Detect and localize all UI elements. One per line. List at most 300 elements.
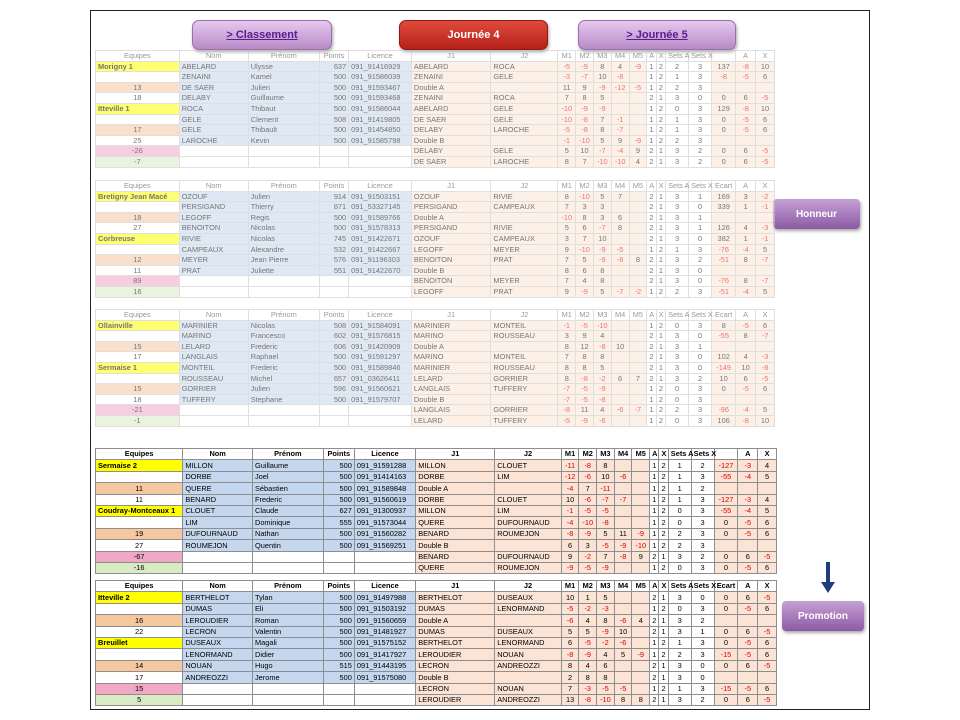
cell-points[interactable]: 532 [319, 244, 348, 255]
cell-a[interactable]: 1 [650, 505, 659, 516]
cell-points[interactable] [323, 562, 354, 573]
cell-j1[interactable]: ABELARD [411, 61, 491, 72]
cell-team[interactable] [96, 72, 180, 83]
cell-j2[interactable]: PRAT [491, 255, 558, 266]
cell-ecart[interactable] [712, 265, 736, 276]
cell-licence[interactable]: 091_91586044 [349, 103, 412, 114]
cell-m3[interactable]: 8 [597, 460, 615, 471]
cell-points[interactable]: 602 [319, 331, 348, 342]
cell-team[interactable]: 15 [96, 683, 183, 694]
cell-j1[interactable]: MARINO [411, 352, 491, 363]
cell-total-x[interactable] [758, 483, 777, 494]
cell-licence[interactable]: 091_91585798 [349, 135, 412, 146]
cell-j1[interactable]: LELARD [411, 373, 491, 384]
cell-j2[interactable] [495, 540, 562, 551]
cell-x[interactable]: 2 [656, 135, 665, 146]
cell-ecart[interactable]: -127 [714, 494, 738, 505]
cell-j2[interactable] [491, 394, 558, 405]
cell-ecart[interactable]: 0 [714, 694, 738, 705]
cell-m2[interactable]: -2 [579, 551, 597, 562]
cell-prenom[interactable]: Julien [248, 191, 319, 202]
cell-x[interactable]: 2 [659, 683, 668, 694]
cell-total-a[interactable]: -5 [738, 517, 758, 528]
cell-m1[interactable]: 10 [561, 592, 579, 603]
cell-sets-a[interactable]: 2 [668, 540, 691, 551]
cell-total-a[interactable] [736, 341, 756, 352]
cell-j1[interactable]: LEGOFF [411, 244, 491, 255]
cell-ecart[interactable] [712, 212, 736, 223]
promotion-button[interactable]: Promotion [782, 601, 864, 631]
cell-m2[interactable]: -8 [576, 373, 594, 384]
cell-licence[interactable] [349, 276, 412, 287]
cell-j1[interactable]: Double A [411, 82, 491, 93]
cell-prenom[interactable]: Nicolas [248, 233, 319, 244]
cell-j1[interactable]: LECRON [416, 683, 495, 694]
cell-licence[interactable]: 091_91497988 [354, 592, 415, 603]
cell-ecart[interactable] [714, 540, 738, 551]
cell-team[interactable]: 11 [96, 265, 180, 276]
cell-prenom[interactable]: Guillaume [252, 460, 323, 471]
cell-sets-a[interactable]: 0 [666, 384, 689, 395]
cell-prenom[interactable]: Quentin [252, 540, 323, 551]
cell-sets-x[interactable]: 0 [689, 362, 712, 373]
cell-total-a[interactable]: -5 [738, 649, 758, 660]
cell-sets-a[interactable]: 3 [666, 341, 689, 352]
cell-m2[interactable]: 4 [579, 615, 597, 626]
cell-j2[interactable]: GELE [491, 146, 558, 157]
cell-m3[interactable]: -5 [597, 505, 615, 516]
cell-sets-x[interactable]: 1 [689, 223, 712, 234]
cell-nom[interactable]: PERSIGAND [179, 202, 248, 213]
cell-sets-a[interactable]: 3 [668, 626, 691, 637]
cell-team[interactable] [96, 331, 180, 342]
cell-a[interactable]: 2 [647, 255, 656, 266]
cell-j1[interactable]: ABELARD [411, 103, 491, 114]
cell-total-x[interactable]: -5 [758, 660, 777, 671]
cell-a[interactable]: 2 [647, 223, 656, 234]
cell-points[interactable]: 745 [319, 233, 348, 244]
cell-m5[interactable]: -5 [629, 82, 647, 93]
cell-sets-a[interactable]: 3 [666, 331, 689, 342]
cell-prenom[interactable] [248, 146, 319, 157]
cell-prenom[interactable]: Tylan [252, 592, 323, 603]
cell-licence[interactable]: 091_91560282 [354, 528, 415, 539]
cell-nom[interactable]: GELE [179, 125, 248, 136]
cell-m5[interactable]: -9 [629, 135, 647, 146]
cell-sets-x[interactable]: 0 [689, 331, 712, 342]
cell-j2[interactable] [495, 615, 562, 626]
cell-sets-a[interactable]: 0 [668, 505, 691, 516]
cell-sets-x[interactable]: 1 [689, 212, 712, 223]
cell-licence[interactable]: 091_91586039 [349, 72, 412, 83]
cell-m5[interactable] [629, 233, 647, 244]
cell-points[interactable]: 551 [319, 265, 348, 276]
cell-m2[interactable]: -2 [579, 603, 597, 614]
team-name-cell[interactable]: Breuillet [96, 637, 183, 648]
cell-a[interactable]: 1 [647, 415, 656, 426]
cell-sets-a[interactable]: 0 [666, 415, 689, 426]
cell-m3[interactable]: 8 [593, 352, 611, 363]
cell-sets-x[interactable]: 3 [689, 103, 712, 114]
cell-team[interactable]: 12 [96, 255, 180, 266]
cell-x[interactable]: 2 [659, 540, 668, 551]
cell-a[interactable]: 2 [650, 615, 659, 626]
cell-m2[interactable]: -9 [579, 528, 597, 539]
cell-team[interactable]: -1 [96, 415, 180, 426]
cell-total-a[interactable]: -8 [736, 61, 756, 72]
cell-m3[interactable]: 7 [593, 114, 611, 125]
cell-ecart[interactable]: 169 [712, 191, 736, 202]
cell-nom[interactable] [179, 405, 248, 416]
cell-ecart[interactable]: 0 [714, 528, 738, 539]
cell-total-x[interactable]: 6 [758, 649, 777, 660]
cell-points[interactable]: 500 [323, 672, 354, 683]
cell-a[interactable]: 2 [650, 626, 659, 637]
cell-total-x[interactable] [758, 615, 777, 626]
cell-m2[interactable]: -9 [576, 61, 594, 72]
cell-licence[interactable] [349, 415, 412, 426]
cell-total-x[interactable] [758, 672, 777, 683]
cell-sets-a[interactable]: 3 [668, 672, 691, 683]
cell-a[interactable]: 1 [647, 82, 656, 93]
cell-x[interactable]: 1 [659, 660, 668, 671]
cell-sets-x[interactable]: 3 [689, 415, 712, 426]
cell-m3[interactable]: 6 [597, 660, 615, 671]
cell-points[interactable]: 914 [319, 191, 348, 202]
cell-m1[interactable]: -11 [561, 460, 579, 471]
cell-nom[interactable]: ANDREOZZI [183, 672, 253, 683]
cell-sets-a[interactable]: 1 [666, 114, 689, 125]
cell-j2[interactable] [495, 483, 562, 494]
cell-x[interactable]: 2 [656, 72, 665, 83]
cell-x[interactable]: 1 [659, 551, 668, 562]
cell-prenom[interactable]: Raphael [248, 352, 319, 363]
cell-licence[interactable]: 091_91414163 [354, 471, 415, 482]
cell-m1[interactable]: 3 [558, 233, 576, 244]
cell-prenom[interactable]: Francesco [248, 331, 319, 342]
cell-m3[interactable]: -5 [597, 683, 615, 694]
cell-m5[interactable] [629, 212, 647, 223]
cell-sets-x[interactable]: 3 [689, 320, 712, 331]
cell-j1[interactable]: LANGLAIS [411, 384, 491, 395]
cell-x[interactable]: 2 [656, 82, 665, 93]
cell-j1[interactable]: DORBE [416, 494, 495, 505]
cell-total-x[interactable] [758, 540, 777, 551]
cell-licence[interactable]: 091_91419805 [349, 114, 412, 125]
cell-licence[interactable]: 091_91300937 [354, 505, 415, 516]
cell-licence[interactable]: 091_91573044 [354, 517, 415, 528]
cell-total-a[interactable]: -3 [738, 494, 758, 505]
cell-total-a[interactable] [736, 82, 756, 93]
cell-points[interactable]: 500 [319, 223, 348, 234]
cell-m1[interactable]: -1 [558, 135, 576, 146]
cell-m1[interactable]: -5 [558, 415, 576, 426]
cell-licence[interactable]: 091_91593467 [349, 82, 412, 93]
cell-prenom[interactable]: Valentin [252, 626, 323, 637]
cell-licence[interactable] [349, 146, 412, 157]
cell-prenom[interactable]: Nicolas [248, 223, 319, 234]
cell-total-a[interactable] [738, 672, 758, 683]
cell-team[interactable]: -16 [96, 562, 183, 573]
cell-m4[interactable]: -6 [614, 471, 632, 482]
cell-sets-a[interactable]: 0 [668, 517, 691, 528]
cell-ecart[interactable]: 0 [712, 114, 736, 125]
cell-nom[interactable]: ROUSSEAU [179, 373, 248, 384]
cell-a[interactable]: 2 [647, 233, 656, 244]
cell-nom[interactable]: LEROUDIER [183, 615, 253, 626]
cell-points[interactable]: 500 [323, 494, 354, 505]
cell-sets-x[interactable]: 1 [689, 341, 712, 352]
cell-m2[interactable]: 9 [576, 82, 594, 93]
cell-m5[interactable] [632, 626, 650, 637]
cell-x[interactable]: 2 [656, 244, 665, 255]
cell-nom[interactable]: CLOUET [183, 505, 253, 516]
cell-total-a[interactable] [738, 615, 758, 626]
cell-m5[interactable]: -7 [629, 405, 647, 416]
cell-sets-x[interactable]: 3 [689, 61, 712, 72]
cell-ecart[interactable]: 0 [712, 156, 736, 167]
cell-x[interactable]: 2 [656, 61, 665, 72]
cell-j2[interactable]: CLOUET [495, 460, 562, 471]
cell-a[interactable]: 2 [647, 212, 656, 223]
cell-total-a[interactable]: -5 [736, 320, 756, 331]
cell-m2[interactable]: 8 [576, 93, 594, 104]
cell-points[interactable]: 500 [323, 592, 354, 603]
cell-total-x[interactable]: -8 [756, 362, 775, 373]
cell-a[interactable]: 2 [647, 341, 656, 352]
cell-m3[interactable]: 8 [593, 61, 611, 72]
cell-ecart[interactable]: 106 [712, 415, 736, 426]
cell-sets-x[interactable]: 2 [691, 615, 714, 626]
cell-m5[interactable] [632, 672, 650, 683]
cell-nom[interactable]: RIVIE [179, 233, 248, 244]
cell-a[interactable]: 2 [647, 156, 656, 167]
cell-team[interactable] [96, 603, 183, 614]
cell-prenom[interactable]: Thibault [248, 125, 319, 136]
cell-sets-a[interactable]: 3 [666, 255, 689, 266]
cell-nom[interactable]: DUMAS [183, 603, 253, 614]
cell-nom[interactable]: DELABY [179, 93, 248, 104]
cell-a[interactable]: 1 [647, 125, 656, 136]
cell-m2[interactable]: 4 [579, 660, 597, 671]
cell-m2[interactable]: 6 [576, 265, 594, 276]
cell-j2[interactable]: LAROCHE [491, 125, 558, 136]
cell-nom[interactable]: CAMPEAUX [179, 244, 248, 255]
cell-team[interactable]: -21 [96, 405, 180, 416]
cell-a[interactable]: 1 [650, 649, 659, 660]
cell-licence[interactable]: 091_91443195 [354, 660, 415, 671]
cell-points[interactable] [319, 286, 348, 297]
cell-m1[interactable]: 8 [561, 660, 579, 671]
cell-total-a[interactable]: -4 [736, 405, 756, 416]
cell-total-x[interactable]: 5 [756, 244, 775, 255]
cell-m3[interactable]: -7 [593, 146, 611, 157]
cell-m4[interactable]: -6 [614, 615, 632, 626]
cell-m1[interactable]: 8 [558, 156, 576, 167]
cell-x[interactable]: 1 [656, 233, 665, 244]
cell-x[interactable]: 2 [656, 286, 665, 297]
cell-sets-a[interactable]: 2 [666, 135, 689, 146]
cell-ecart[interactable]: -51 [712, 255, 736, 266]
cell-j2[interactable]: NOUAN [495, 683, 562, 694]
cell-sets-x[interactable]: 3 [691, 517, 714, 528]
cell-m4[interactable] [611, 276, 629, 287]
cell-sets-a[interactable]: 1 [666, 125, 689, 136]
cell-x[interactable]: 2 [659, 637, 668, 648]
cell-m5[interactable]: -10 [632, 540, 650, 551]
cell-m2[interactable]: -5 [576, 384, 594, 395]
cell-nom[interactable]: DUFOURNAUD [183, 528, 253, 539]
cell-points[interactable]: 508 [319, 320, 348, 331]
cell-licence[interactable] [354, 562, 415, 573]
cell-sets-a[interactable]: 3 [666, 191, 689, 202]
cell-ecart[interactable]: -55 [712, 331, 736, 342]
cell-m2[interactable]: -5 [579, 562, 597, 573]
cell-sets-a[interactable]: 3 [666, 362, 689, 373]
cell-m4[interactable]: -6 [611, 405, 629, 416]
cell-total-x[interactable]: -5 [756, 93, 775, 104]
cell-team[interactable]: 18 [96, 93, 180, 104]
cell-ecart[interactable] [714, 615, 738, 626]
cell-j2[interactable]: ROCA [491, 61, 558, 72]
cell-m4[interactable] [614, 603, 632, 614]
cell-m5[interactable] [629, 125, 647, 136]
cell-total-a[interactable]: 3 [736, 191, 756, 202]
cell-m1[interactable]: 5 [558, 223, 576, 234]
cell-a[interactable]: 2 [647, 352, 656, 363]
cell-sets-x[interactable]: 3 [691, 562, 714, 573]
cell-x[interactable]: 2 [659, 603, 668, 614]
cell-j2[interactable] [491, 212, 558, 223]
cell-points[interactable]: 500 [319, 362, 348, 373]
cell-j2[interactable]: MONTEIL [491, 352, 558, 363]
cell-team[interactable] [96, 649, 183, 660]
cell-m5[interactable] [629, 362, 647, 373]
cell-prenom[interactable]: Thibaut [248, 103, 319, 114]
cell-m4[interactable] [611, 352, 629, 363]
cell-nom[interactable] [179, 276, 248, 287]
cell-licence[interactable]: 091_91196303 [349, 255, 412, 266]
cell-prenom[interactable]: Guillaume [248, 93, 319, 104]
cell-total-a[interactable]: -5 [736, 384, 756, 395]
cell-x[interactable]: 1 [659, 694, 668, 705]
cell-m3[interactable]: -10 [593, 320, 611, 331]
cell-a[interactable]: 2 [650, 694, 659, 705]
cell-nom[interactable]: DUSEAUX [183, 637, 253, 648]
cell-licence[interactable] [354, 551, 415, 562]
cell-m5[interactable] [632, 483, 650, 494]
team-name-cell[interactable]: Sermaise 1 [96, 362, 180, 373]
cell-a[interactable]: 1 [650, 483, 659, 494]
cell-j1[interactable]: Double B [411, 394, 491, 405]
cell-m4[interactable]: -5 [611, 244, 629, 255]
cell-m2[interactable]: 7 [576, 233, 594, 244]
cell-m2[interactable]: 3 [579, 540, 597, 551]
cell-m3[interactable]: -10 [593, 156, 611, 167]
cell-licence[interactable]: 091_91579707 [349, 394, 412, 405]
cell-points[interactable]: 500 [323, 540, 354, 551]
cell-prenom[interactable] [248, 276, 319, 287]
cell-team[interactable]: -26 [96, 146, 180, 157]
cell-total-a[interactable]: 6 [736, 156, 756, 167]
cell-total-a[interactable]: -5 [738, 603, 758, 614]
cell-m1[interactable]: 2 [561, 672, 579, 683]
cell-a[interactable]: 1 [650, 540, 659, 551]
cell-sets-x[interactable]: 2 [691, 460, 714, 471]
cell-m5[interactable] [629, 103, 647, 114]
cell-sets-a[interactable]: 3 [666, 93, 689, 104]
cell-points[interactable]: 500 [323, 460, 354, 471]
cell-total-x[interactable]: -1 [756, 202, 775, 213]
cell-ecart[interactable]: 0 [712, 384, 736, 395]
cell-prenom[interactable]: Roman [252, 615, 323, 626]
cell-prenom[interactable]: Jean Pierre [248, 255, 319, 266]
cell-prenom[interactable]: Stephane [248, 394, 319, 405]
cell-m5[interactable] [629, 331, 647, 342]
cell-m2[interactable]: 4 [576, 276, 594, 287]
cell-team[interactable] [96, 114, 180, 125]
cell-points[interactable]: 500 [319, 72, 348, 83]
cell-m1[interactable]: -10 [558, 212, 576, 223]
cell-total-x[interactable]: 6 [756, 384, 775, 395]
cell-m5[interactable] [629, 191, 647, 202]
cell-nom[interactable]: DORBE [183, 471, 253, 482]
cell-total-a[interactable]: -4 [738, 505, 758, 516]
cell-j2[interactable]: TUFFERY [491, 384, 558, 395]
cell-m1[interactable]: -3 [558, 72, 576, 83]
cell-m5[interactable] [629, 93, 647, 104]
cell-j1[interactable]: BENARD [416, 528, 495, 539]
cell-m2[interactable]: -9 [576, 103, 594, 114]
cell-j2[interactable]: RIVIE [491, 223, 558, 234]
cell-team[interactable]: 18 [96, 394, 180, 405]
cell-m4[interactable]: -10 [611, 156, 629, 167]
cell-licence[interactable]: 091_91575080 [354, 672, 415, 683]
cell-m5[interactable] [629, 72, 647, 83]
cell-sets-a[interactable]: 3 [666, 373, 689, 384]
cell-licence[interactable]: 091_91422667 [349, 244, 412, 255]
cell-nom[interactable]: ROCA [179, 103, 248, 114]
cell-x[interactable]: 1 [656, 276, 665, 287]
cell-sets-a[interactable]: 3 [668, 592, 691, 603]
cell-m1[interactable]: -7 [558, 384, 576, 395]
cell-j2[interactable]: GELE [491, 103, 558, 114]
cell-m3[interactable]: 8 [597, 615, 615, 626]
cell-sets-a[interactable]: 2 [666, 405, 689, 416]
cell-total-x[interactable] [756, 82, 775, 93]
cell-total-x[interactable]: -5 [756, 156, 775, 167]
cell-a[interactable]: 1 [647, 103, 656, 114]
cell-total-x[interactable]: 5 [758, 505, 777, 516]
cell-j2[interactable]: ROUMEJON [495, 562, 562, 573]
cell-m5[interactable] [632, 637, 650, 648]
cell-points[interactable]: 500 [319, 352, 348, 363]
cell-m4[interactable] [614, 672, 632, 683]
cell-total-a[interactable]: -5 [738, 562, 758, 573]
cell-a[interactable]: 2 [647, 331, 656, 342]
cell-sets-a[interactable]: 1 [668, 494, 691, 505]
cell-total-x[interactable] [756, 394, 775, 405]
cell-j2[interactable]: ANDREOZZI [495, 694, 562, 705]
cell-total-x[interactable]: 6 [758, 683, 777, 694]
cell-sets-a[interactable]: 3 [668, 660, 691, 671]
cell-prenom[interactable]: Eli [252, 603, 323, 614]
cell-team[interactable]: 17 [96, 352, 180, 363]
cell-total-a[interactable] [738, 540, 758, 551]
cell-m1[interactable]: -1 [558, 320, 576, 331]
cell-x[interactable]: 1 [656, 331, 665, 342]
cell-m4[interactable] [611, 394, 629, 405]
